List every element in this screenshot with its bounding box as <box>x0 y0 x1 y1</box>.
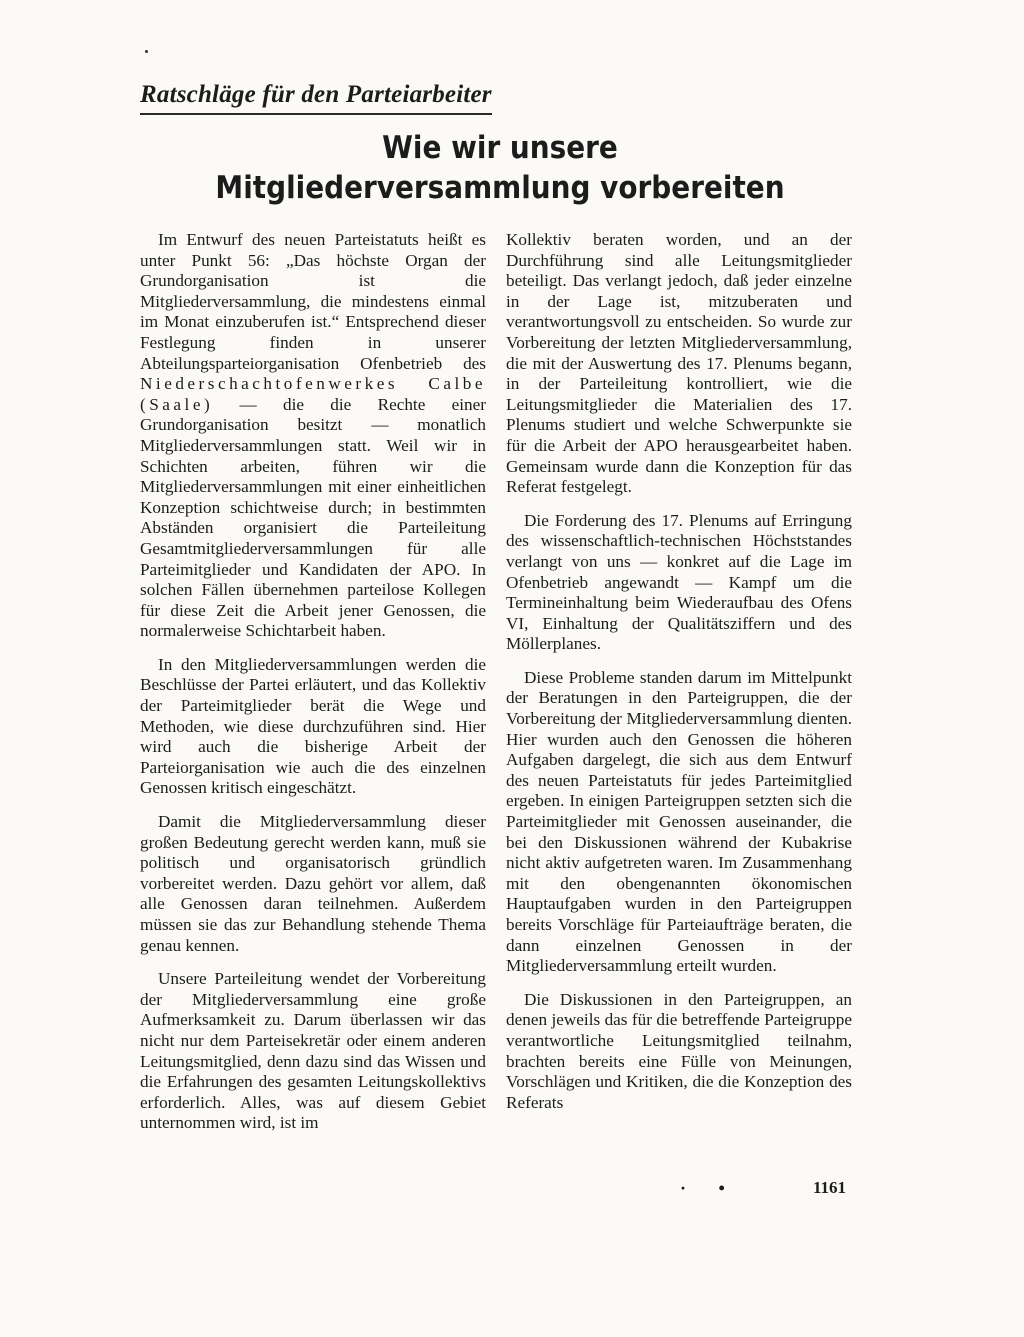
left-paragraph-3: Damit die Mitgliederversammlung dieser großen Bedeutung gerecht werden kann, muß sie politisch und organisatorisch gründlich vorbereitet werden. Dazu gehört vor allem, daß alle Genossen daran teilnehmen. Außerdem müssen sie das zur Behandlung stehende Thema genau kennen. <box>140 812 486 955</box>
footer-dots: · • <box>680 1178 739 1198</box>
page-number: 1161 <box>813 1178 847 1197</box>
left-paragraph-4: Unsere Parteileitung wendet der Vorbereitung der Mitgliederversammlung eine große Aufmerksamkeit zu. Darum überlassen wir das nicht nur dem Parteisekretär oder einem anderen Leitungsmitglied, denn dazu sind das Wissen und die Erfahrungen des gesamten Leitungskollektivs erforderlich. Alles, was auf diesem Gebiet unternommen wird, ist im <box>140 969 486 1133</box>
right-column <box>506 230 852 1126</box>
right-paragraph-1: Kollektiv beraten worden, und an der Durchführung sind alle Leitungsmitglieder beteiligt. Das verlangt jedoch, daß jeder einzelne in der Lage ist, mitzuberaten und verantwortungsvoll zu entscheiden. So wurde zur Vorbereitung der letzten Mitgliederversammlung, die mit der Auswertung des 17. Plenums begann, in der Parteileitung kontrolliert, wie die Leitungsmitglieder die Materialien des 17. Plenums studiert und welche Schwerpunkte sie für die Arbeit der APO herausgearbeitet haben. Gemeinsam wurde dann die Konzeption für das Referat festgelegt. <box>506 230 852 497</box>
right-paragraph-2: Die Forderung des 17. Plenums auf Erringung des wissenschaftlich-technischen Höchststandes verlangt von uns — konkret auf die Lage im Ofenbetrieb angewandt — Kampf um die Termineinhaltung beim Wiederaufbau des Ofens VI, Einhaltung der Qualitätsziffern und des Möllerplanes. <box>506 510 852 654</box>
right-paragraph-4: Die Diskussionen in den Parteigruppen, an denen jeweils das für die betreffende Parteigruppe verantwortliche Leitungsmitglied teilnahm, brachten bereits eine Fülle von Meinungen, Vorschlägen und Kritiken, die die Konzeption des Referats <box>506 989 852 1112</box>
article-headline <box>176 128 824 208</box>
left-p1-end: — die die Rechte einer Grundorganisation besitzt — monatlich Mitgliederversammlungen statt. Weil wir in Schichten arbeiten, führen wir die Mitgliederversammlungen mit einer einheitlichen Konzeption schichtweise durch; in bestimmten Abständen organisiert die Parteileitung Gesamtmitgliederversammlungen für alle Parteimitglieder und Kandidaten der APO. In solchen Fällen übernehmen parteilose Kollegen für diese Zeit die Arbeit jener Genossen, die normalerweise Schichtarbeit haben. <box>140 394 486 641</box>
headline-line-1: Wie wir unsere <box>382 130 618 166</box>
left-column <box>140 230 486 1147</box>
left-paragraph-1 <box>140 230 486 642</box>
left-p1-text: Im Entwurf des neuen Parteistatuts heißt es unter Punkt 56: „Das höchste Organ der Grundorganisation ist die Mitgliederversammlung, die mindestens einmal im Monat einzuberufen ist.“ Entsprechend dieser Festlegung finden in unserer Abteilungsparteiorganisation Ofenbetrieb des <box>140 230 486 373</box>
left-paragraph-2: In den Mitgliederversammlungen werden die Beschlüsse der Partei erläutert, und das Kollektiv der Parteimitglieder berät die Wege und Methoden, wie diese durchzuführen sind. Hier wird auch die bisherige Arbeit der Parteiorganisation wie auch die des einzelnen Genossen kritisch eingeschätzt. <box>140 654 486 798</box>
section-rubric: Ratschläge für den Parteiarbeiter <box>140 80 492 115</box>
headline-line-2: Mitgliederversammlung vorbereiten <box>215 170 785 206</box>
right-paragraph-3: Diese Probleme standen darum im Mittelpunkt der Beratungen in den Parteigruppen, die der Vorbereitung der Mitgliederversammlung dienten. Hier wurden auch den Genossen die höheren Aufgaben dargelegt, die sich aus dem Entwurf des neuen Parteistatuts für jedes Parteimitglied ergeben. In einigen Parteigruppen setzten sich die Parteimitglieder mit Genossen auseinander, die bei den Diskussionen während der Kubakrise nicht aktiv aufgetreten waren. Im Zusammenhang mit den obengenannten ökonomischen Hauptaufgaben wurden in den Parteigruppen bereits Vorschläge für Parteiaufträge beraten, die dann einzelnen Genossen in der Mitgliederversammlung erteilt wurden. <box>506 667 852 976</box>
print-speck <box>145 50 148 53</box>
left-p1-spaced: Niederschachtofenwerkes Calbe (Saale) <box>140 374 486 414</box>
